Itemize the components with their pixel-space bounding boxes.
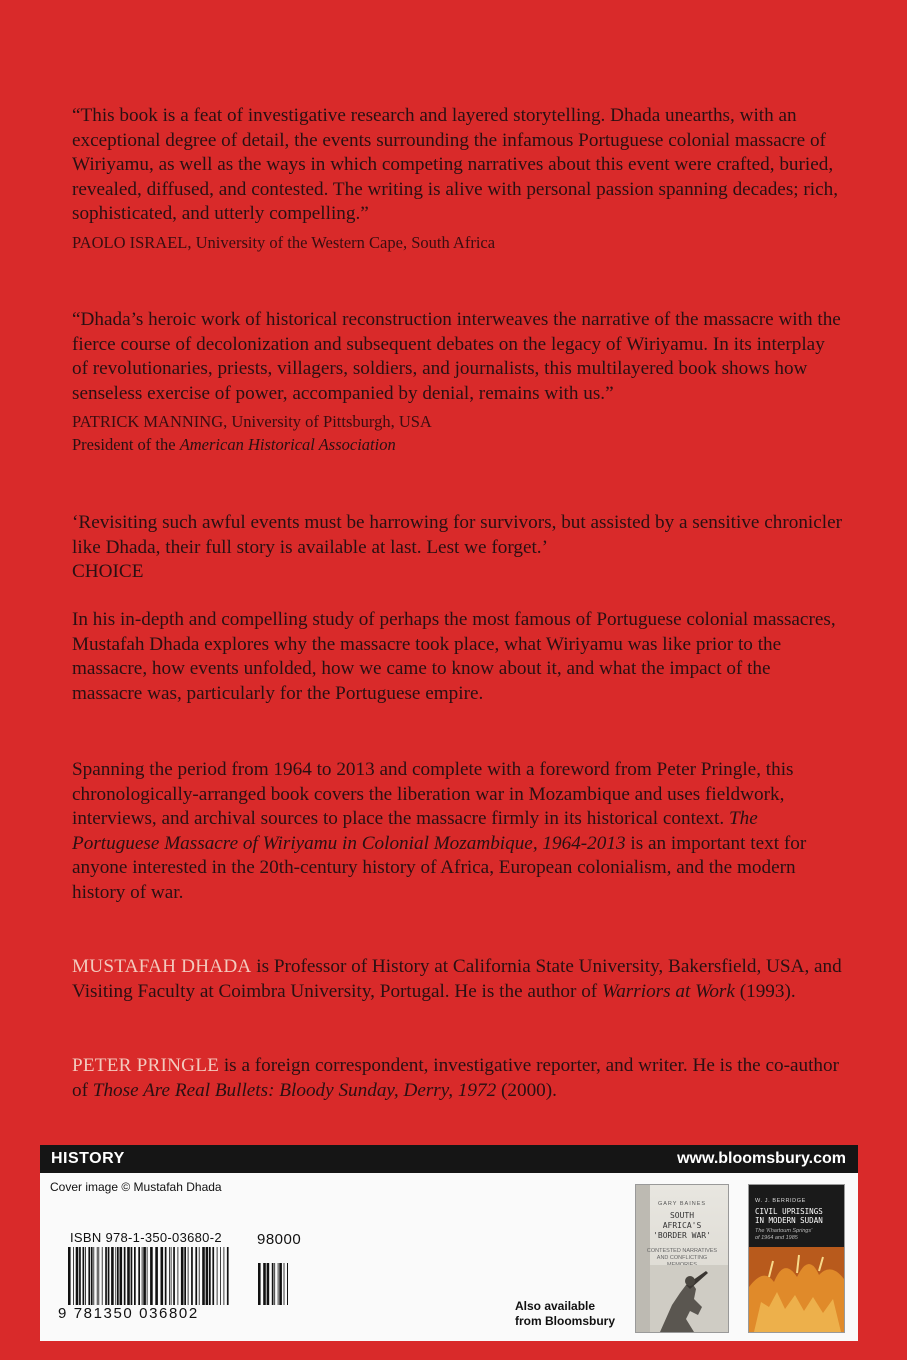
author-name: PETER PRINGLE: [72, 1055, 220, 1076]
barcode-addon-bars: [258, 1263, 288, 1305]
category-label: HISTORY: [51, 1150, 125, 1167]
book-title-line: SOUTH: [669, 1211, 695, 1220]
barcode-bar: [73, 1247, 74, 1305]
barcode-bar: [217, 1247, 218, 1305]
book-title-line: IN MODERN SUDAN: [755, 1216, 823, 1225]
barcode-bar: [272, 1263, 274, 1305]
barcode-bar: [188, 1247, 189, 1305]
author-bio-text: [72, 1054, 842, 1103]
barcode-bars: [68, 1247, 230, 1305]
related-book-cover-1[interactable]: [636, 1185, 728, 1332]
barcode-bar: [278, 1263, 279, 1305]
barcode-bar: [227, 1247, 229, 1305]
quote-attribution: [72, 410, 842, 433]
barcode-bar: [131, 1247, 133, 1305]
barcode-bar: [263, 1263, 266, 1305]
barcode-bar: [93, 1247, 94, 1305]
author-bio-start: is a foreign correspondent, investigative reporter, and writer. He is the co-author of: [72, 1055, 839, 1101]
barcode-bar: [287, 1263, 288, 1305]
author-bio-start: is Professor of History at California State University, Bakersfield, USA, and Visiting Faculty at Coimbra University, Portugal. He is the author of: [72, 956, 842, 1002]
barcode-bar: [97, 1247, 98, 1305]
quote-text: ‘Revisiting such awful events must be harrowing for survivors, but assisted by a sensitive chronicler like Dhada, their full story is available at last. Lest we forget.’: [72, 512, 843, 558]
book-author: GARY BAINES: [657, 1201, 707, 1207]
review-quote-2: [72, 308, 842, 456]
barcode-bar: [111, 1247, 114, 1305]
barcode-bar: [138, 1247, 140, 1305]
barcode-bar: [88, 1247, 90, 1305]
barcode-bar: [127, 1247, 130, 1305]
book-subtitle: [755, 1228, 812, 1242]
reviewer-name: PATRICK MANNING: [72, 412, 224, 432]
barcode-bar: [169, 1247, 170, 1305]
barcode-bar: [85, 1247, 86, 1305]
barcode-bar: [165, 1247, 167, 1305]
barcode-bar: [279, 1263, 282, 1305]
description-paragraph-2: [72, 758, 842, 906]
barcode-bar: [143, 1247, 146, 1305]
quote-text: “This book is a feat of investigative research and layered storytelling. Dhada unearths, with an exceptional degree of detail, the events surrounding the infamous Portuguese colonial massacre of Wiriyamu, as well as the ways in which competing narratives about this event were crafted, buried, revealed, diffused, and contested. The writing is alive with personal passion spanning decades; rich, sophisticated, and utterly compelling.”: [72, 105, 839, 225]
quote-attribution: [72, 231, 842, 254]
barcode-bar: [115, 1247, 116, 1305]
reviewer-affiliation: , University of the Western Cape, South Africa: [187, 232, 496, 252]
crowd-illustration: [749, 1247, 844, 1332]
barcode-bar: [191, 1247, 193, 1305]
author-bio-2: [72, 1054, 842, 1103]
publisher-website[interactable]: www.bloomsbury.com: [677, 1150, 846, 1167]
author-book-title: Those Are Real Bullets: Bloody Sunday, Derry, 1972: [92, 1079, 497, 1101]
barcode-bar: [224, 1247, 225, 1305]
description-paragraph-1: In his in-depth and compelling study of perhaps the most famous of Portuguese colonial massacres, Mustafah Dhada explores why the massacre took place, what Wiriyamu was like prior to the massacre, how events unfolded, how we came to know about it, and what the impact of the massacre was, particularly for the Portuguese empire.: [72, 609, 836, 704]
barcode-bar: [120, 1247, 123, 1305]
reviewer-role-organisation: American Historical Association: [179, 435, 396, 455]
reviewer-role-prefix: President of the: [72, 435, 180, 455]
also-available-line: from Bloomsbury: [515, 1314, 616, 1328]
barcode-digits: 9 781350 036802: [58, 1305, 199, 1322]
barcode-bar: [108, 1247, 110, 1305]
barcode-bar: [173, 1247, 175, 1305]
reviewer-name: PAOLO ISRAEL: [72, 232, 188, 252]
barcode-bar: [195, 1247, 197, 1305]
barcode-bar: [284, 1263, 285, 1305]
barcode-bar: [124, 1247, 126, 1305]
barcode-bar: [105, 1247, 107, 1305]
barcode-bar: [206, 1247, 209, 1305]
barcode-bar: [91, 1247, 93, 1305]
barcode-bar: [181, 1247, 184, 1305]
barcode-bar: [98, 1247, 99, 1305]
category-band: [40, 1145, 858, 1173]
book-title: The Portuguese Massacre of Wiriyamu in Colonial Mozambique, 1964-2013: [72, 808, 758, 854]
review-quote-3: [72, 511, 842, 585]
author-name: MUSTAFAH DHADA: [72, 956, 252, 977]
barcode-bar: [134, 1247, 136, 1305]
price-code: 98000: [257, 1231, 302, 1248]
barcode-bar: [178, 1247, 179, 1305]
barcode-bar: [209, 1247, 211, 1305]
barcode-bar: [274, 1263, 275, 1305]
barcode-bar: [184, 1247, 186, 1305]
barcode-bar: [142, 1247, 143, 1305]
reviewer-role: [72, 433, 842, 456]
barcode-bar: [202, 1247, 205, 1305]
reviewer-name: CHOICE: [72, 561, 144, 583]
barcode-bar: [199, 1247, 200, 1305]
barcode-bar: [102, 1247, 103, 1305]
barcode-bar: [220, 1247, 221, 1305]
description-text: is an important text for anyone interested in the 20th-century history of Africa, European colonialism, and the modern history of war.: [72, 832, 807, 903]
book-title: [636, 1211, 728, 1241]
description-text: Spanning the period from 1964 to 2013 and complete with a foreword from Peter Pringle, this chronologically-arranged book covers the liberation war in Mozambique and uses fieldwork, interviews, and archival sources to place the massacre firmly in its historical context.: [72, 759, 794, 830]
book-description-2: [72, 758, 842, 906]
book-title-line: 'BORDER WAR': [653, 1231, 711, 1240]
soldier-illustration: [650, 1265, 728, 1332]
cover-credit: Cover image © Mustafah Dhada: [50, 1180, 222, 1194]
isbn: ISBN 978-1-350-03680-2: [70, 1230, 222, 1245]
barcode-bar: [150, 1247, 153, 1305]
also-available-label: [515, 1299, 625, 1329]
barcode-bar: [171, 1247, 172, 1305]
barcode-bar: [267, 1263, 270, 1305]
reviewer-affiliation: , University of Pittsburgh, USA: [223, 412, 432, 432]
quote-text: “Dhada’s heroic work of historical reconstruction interweaves the narrative of the massacre with the fierce course of decolonization and subsequent debates on the legacy of Wiriyamu. In its interplay of revolutionaries, priests, villagers, soldiers, and journalists, this multilayered book shows how senseless exercise of power, accompanied by denial, remains with us.”: [72, 309, 841, 404]
also-available-line: Also available: [515, 1299, 596, 1313]
review-quote-1: [72, 104, 842, 254]
book-subtitle-line: The 'Khartoum Springs': [755, 1228, 813, 1234]
author-bio-end: (2000).: [496, 1079, 557, 1101]
author-bio-end: (1993).: [734, 980, 796, 1002]
barcode-bar: [68, 1247, 71, 1305]
barcode-bar: [212, 1247, 214, 1305]
barcode-bar: [79, 1247, 81, 1305]
barcode-bar: [161, 1247, 164, 1305]
barcode-bar: [258, 1263, 261, 1305]
author-bio-1: [72, 955, 842, 1004]
barcode-bar: [117, 1247, 119, 1305]
barcode-bar: [83, 1247, 85, 1305]
book-title: [755, 1207, 823, 1225]
author-book-title: Warriors at Work: [601, 980, 735, 1002]
footer-panel: [40, 1173, 858, 1341]
barcode-bar: [76, 1247, 79, 1305]
author-bio-text: [72, 955, 842, 1004]
barcode-bar: [147, 1247, 148, 1305]
book-subtitle-line: CONTESTED NARRATIVES: [646, 1248, 718, 1254]
related-book-cover-2[interactable]: [749, 1185, 844, 1332]
book-title-line: AFRICA'S: [662, 1221, 702, 1230]
book-subtitle-line: AND CONFLICTING: [656, 1255, 708, 1261]
book-subtitle-line: of 1964 and 1985: [755, 1235, 798, 1241]
barcode-bar: [155, 1247, 158, 1305]
book-author: W. J. BERRIDGE: [755, 1198, 806, 1204]
book-description: [72, 608, 842, 706]
book-title-line: CIVIL UPRISINGS: [755, 1207, 823, 1216]
